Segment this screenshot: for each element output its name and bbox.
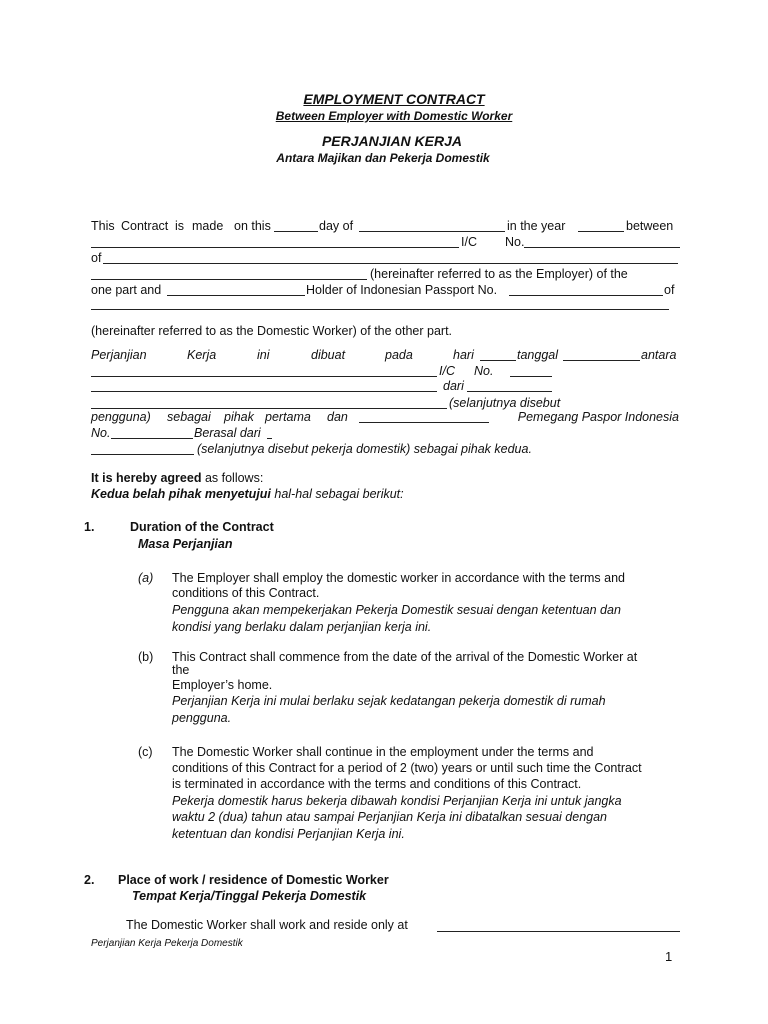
intro-in-the-year: in the year	[507, 219, 566, 233]
blank-work-address[interactable]	[437, 931, 680, 932]
doc-subtitle-id: Antara Majikan dan Pekerja Domestik	[276, 151, 490, 165]
blank-worker-address[interactable]	[91, 309, 669, 310]
blank-hari[interactable]	[480, 360, 516, 361]
id-antara: antara	[641, 348, 677, 362]
intro-one-part-and: one part and	[91, 283, 162, 297]
section-2-number: 2.	[84, 873, 95, 887]
clause-1b-label: (b)	[138, 650, 154, 664]
agreement-en-bold: It is hereby agreed	[91, 471, 202, 485]
section-2-heading-id: Tempat Kerja/Tinggal Pekerja Domestik	[132, 889, 367, 903]
id-dari: dari	[443, 379, 464, 393]
intro-no: No.	[505, 235, 525, 249]
clause-1a-en-line-1	[172, 571, 675, 586]
doc-title: EMPLOYMENT CONTRACT	[303, 91, 485, 107]
id-line5-w4: pertama	[265, 410, 311, 424]
clause-1a-id-line-1: Pengguna akan mempekerjakan Pekerja Domestik sesuai dengan ketentuan dan	[172, 603, 621, 617]
clause-1c-id-line-3: ketentuan dan kondisi Perjanjian Kerja ini.	[172, 827, 405, 841]
id-no: No.	[474, 364, 494, 378]
intro-ic: I/C	[461, 235, 477, 249]
id-word-2: Kerja	[187, 348, 217, 362]
id-berasal-dari: Berasal dari	[194, 426, 261, 440]
clause-1b-en-line-1: This Contract shall commence from the date of the arrival of the Domestic Worker at	[172, 650, 638, 664]
section-2-heading: Place of work / residence of Domestic Worker	[118, 873, 389, 887]
clause-1a-id-line-2: kondisi yang berlaku dalam perjanjian kerja ini.	[172, 620, 432, 634]
blank-pengguna-name[interactable]	[91, 376, 437, 377]
blank-worker-name[interactable]	[167, 295, 305, 296]
intro-between: between	[626, 219, 674, 233]
section-1-number: 1.	[84, 520, 95, 534]
blank-berasal[interactable]	[267, 438, 272, 439]
clause-1b-id-line-2: pengguna.	[172, 711, 232, 725]
blank-dari[interactable]	[467, 391, 552, 392]
intro-made: made	[192, 219, 224, 233]
section-1-heading-id: Masa Perjanjian	[138, 537, 233, 551]
clause-1c-en-line-1: The Domestic Worker shall continue in the employment under the terms and	[172, 745, 594, 759]
blank-pengguna-line[interactable]	[91, 391, 437, 392]
clause-1c-id-line-2: waktu 2 (dua) tahun atau sampai Perjanjian Kerja ini dibatalkan sesuai dengan	[172, 810, 608, 824]
blank-employer-ic[interactable]	[524, 247, 680, 248]
intro-contract: Contract	[121, 219, 169, 233]
page-number: 1	[665, 949, 673, 964]
clause-1b-en-line-2: the	[172, 663, 190, 677]
blank-passport-no[interactable]	[509, 295, 663, 296]
section-2-text: The Domestic Worker shall work and reside only at	[126, 918, 408, 932]
id-word-5: pada	[385, 348, 413, 362]
intro-on-this: on this	[234, 219, 271, 233]
intro-hereinafter-employer: (hereinafter referred to as the Employer) of the	[370, 267, 628, 281]
blank-paspor-no[interactable]	[111, 438, 193, 439]
blank-employer-address-2[interactable]	[91, 279, 367, 280]
agreement-id	[91, 487, 404, 502]
blank-employer-name[interactable]	[91, 247, 459, 248]
id-word-4: dibuat	[311, 348, 346, 362]
blank-pengguna-address[interactable]	[91, 408, 447, 409]
blank-pekerja-address[interactable]	[91, 454, 194, 455]
doc-title-id: PERJANJIAN KERJA	[321, 133, 463, 149]
clause-1c-label: (c)	[138, 745, 153, 759]
id-word-6: hari	[453, 348, 474, 362]
clause-1c-en-line-2: conditions of this Contract for a period of 2 (two) years or until such time the Contract	[172, 761, 642, 775]
footer-title: Perjanjian Kerja Pekerja Domestik	[91, 938, 243, 949]
blank-year[interactable]	[578, 231, 624, 232]
clause-1a-label: (a)	[138, 571, 154, 585]
id-tanggal: tanggal	[517, 348, 559, 362]
id-selanjutnya-disebut: (selanjutnya disebut	[449, 396, 561, 410]
blank-tanggal[interactable]	[563, 360, 640, 361]
id-word-3: ini	[257, 348, 270, 362]
intro-is: is	[175, 219, 185, 233]
intro-this: This	[91, 219, 115, 233]
intro-of: of	[91, 251, 102, 265]
clause-1a-en-1-text: The Employer shall employ the domestic worker in accordance with the terms and	[172, 571, 625, 585]
intro-of-end: of	[664, 283, 675, 297]
id-line5-w1: pengguna)	[91, 410, 151, 424]
clause-1a-en-line-2: conditions of this Contract.	[172, 586, 320, 600]
clause-1c-en-line-3: is terminated in accordance with the terms and conditions of this Contract.	[172, 777, 582, 791]
id-line5-w3: pihak	[224, 410, 254, 424]
blank-day[interactable]	[274, 231, 318, 232]
clause-1b-id-line-1: Perjanjian Kerja ini mulai berlaku sejak kedatangan pekerja domestik di rumah	[172, 694, 606, 708]
blank-pengguna-ic[interactable]	[510, 376, 552, 377]
id-pemegang: Pemegang Paspor Indonesia	[517, 410, 679, 424]
id-line5-w5: dan	[327, 410, 348, 424]
id-word-1: Perjanjian	[91, 348, 147, 362]
intro-hereinafter-worker: (hereinafter referred to as the Domestic Worker) of the other part.	[91, 324, 453, 338]
intro-holder-passport: Holder of Indonesian Passport No.	[306, 283, 498, 297]
clause-1c-id-line-1: Pekerja domestik harus bekerja dibawah kondisi Perjanjian Kerja ini untuk jangka	[172, 794, 622, 808]
id-ic: I/C	[439, 364, 455, 378]
id-no2: No.	[91, 426, 111, 440]
clause-1b-en-line-3: Employer’s home.	[172, 678, 273, 692]
doc-subtitle: Between Employer with Domestic Worker	[275, 109, 513, 123]
blank-employer-address-1[interactable]	[103, 263, 678, 264]
agreement-id-rest: hal-hal sebagai berikut:	[270, 487, 404, 501]
id-line5-w2: sebagai	[167, 410, 211, 424]
blank-month[interactable]	[359, 231, 505, 232]
agreement-en-rest: as follows:	[201, 471, 264, 485]
id-selanjutnya-pekerja: (selanjutnya disebut pekerja domestik) sebagai pihak kedua.	[197, 442, 532, 456]
intro-day-of: day of	[319, 219, 354, 233]
agreement-id-bold: Kedua belah pihak menyetujui	[91, 487, 271, 501]
section-1-heading: Duration of the Contract	[130, 520, 274, 534]
agreement-en	[91, 471, 263, 486]
